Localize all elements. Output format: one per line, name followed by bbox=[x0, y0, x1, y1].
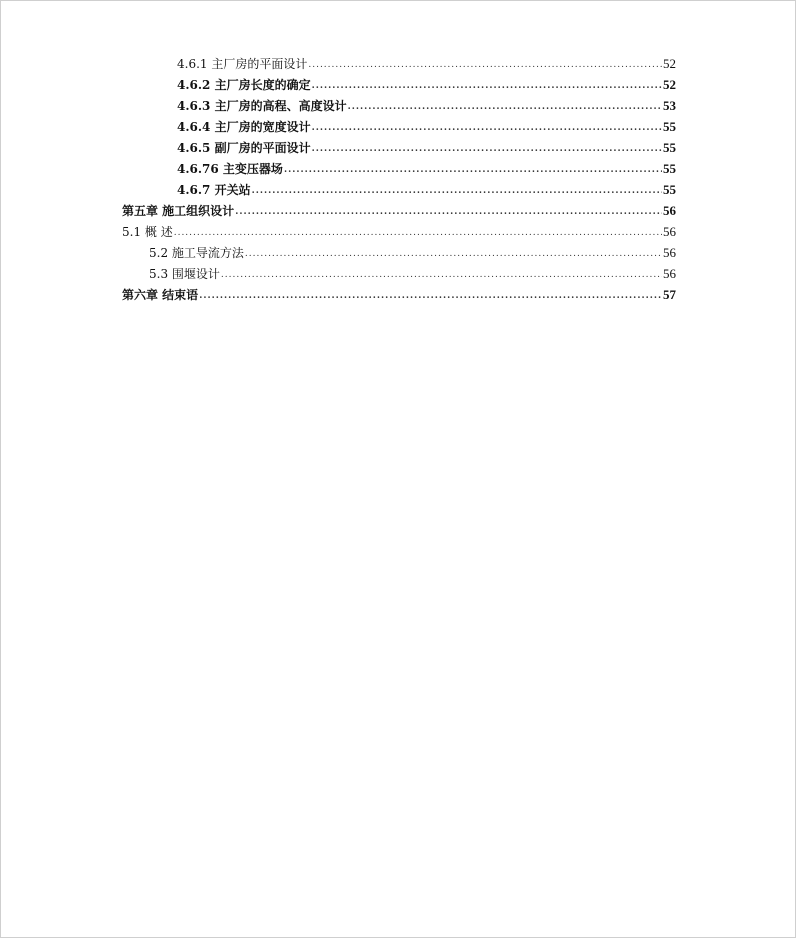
toc-entry-label: 4.6.1 主厂房的平面设计 bbox=[177, 57, 308, 71]
dot-leader bbox=[245, 244, 662, 264]
toc-entry-5-1[interactable] bbox=[122, 222, 676, 242]
toc-entry-4-6-4[interactable] bbox=[177, 117, 676, 137]
toc-entry-4-6-76[interactable] bbox=[177, 159, 676, 179]
toc-entry-label: 4.6.7 开关站 bbox=[177, 183, 251, 197]
toc-entry-label: 4.6.4 主厂房的宽度设计 bbox=[177, 120, 311, 134]
toc-entry-label: 5.3 围堰设计 bbox=[149, 267, 220, 281]
dot-leader bbox=[308, 55, 662, 75]
toc-entry-page-number: 56 bbox=[663, 203, 676, 218]
toc-entry-page-number: 56 bbox=[663, 266, 676, 281]
dot-leader bbox=[312, 139, 662, 159]
dot-leader bbox=[235, 202, 662, 222]
toc-entry-5-3[interactable] bbox=[149, 264, 676, 284]
dot-leader bbox=[348, 97, 662, 117]
toc-entry-label: 第五章 施工组织设计 bbox=[122, 204, 235, 218]
dot-leader bbox=[252, 181, 662, 201]
toc-entry-4-6-7[interactable] bbox=[177, 180, 676, 200]
toc-entry-4-6-2[interactable] bbox=[177, 75, 676, 95]
toc-entry-page-number: 53 bbox=[663, 98, 676, 113]
dot-leader bbox=[199, 286, 662, 306]
toc-entry-label: 第六章 结束语 bbox=[122, 288, 199, 302]
toc-entry-page-number: 52 bbox=[663, 56, 676, 71]
toc-entry-page-number: 55 bbox=[663, 182, 676, 197]
toc-entry-5-2[interactable] bbox=[149, 243, 676, 263]
toc-entry-page-number: 55 bbox=[663, 161, 676, 176]
toc-entry-label: 5.1 概 述 bbox=[122, 225, 173, 239]
toc-entry-chapter-6[interactable] bbox=[122, 285, 676, 305]
toc-entry-4-6-1[interactable] bbox=[177, 54, 676, 74]
toc-entry-page-number: 56 bbox=[663, 224, 676, 239]
dot-leader bbox=[284, 160, 662, 180]
dot-leader bbox=[221, 265, 662, 285]
toc-entry-label: 5.2 施工导流方法 bbox=[149, 246, 244, 260]
dot-leader bbox=[312, 76, 662, 96]
toc-entry-page-number: 52 bbox=[663, 77, 676, 92]
toc-entry-page-number: 56 bbox=[663, 245, 676, 260]
toc-entry-label: 4.6.5 副厂房的平面设计 bbox=[177, 141, 311, 155]
toc-entry-label: 4.6.2 主厂房长度的确定 bbox=[177, 78, 311, 92]
toc-entry-label: 4.6.76 主变压器场 bbox=[177, 162, 283, 176]
dot-leader bbox=[312, 118, 662, 138]
toc-entry-4-6-5[interactable] bbox=[177, 138, 676, 158]
toc-entry-page-number: 55 bbox=[663, 140, 676, 155]
toc-entry-page-number: 55 bbox=[663, 119, 676, 134]
toc-entry-page-number: 57 bbox=[663, 287, 676, 302]
toc-entry-chapter-5[interactable] bbox=[122, 201, 676, 221]
dot-leader bbox=[174, 223, 662, 243]
toc-entry-4-6-3[interactable] bbox=[177, 96, 676, 116]
toc-entry-label: 4.6.3 主厂房的高程、高度设计 bbox=[177, 99, 347, 113]
